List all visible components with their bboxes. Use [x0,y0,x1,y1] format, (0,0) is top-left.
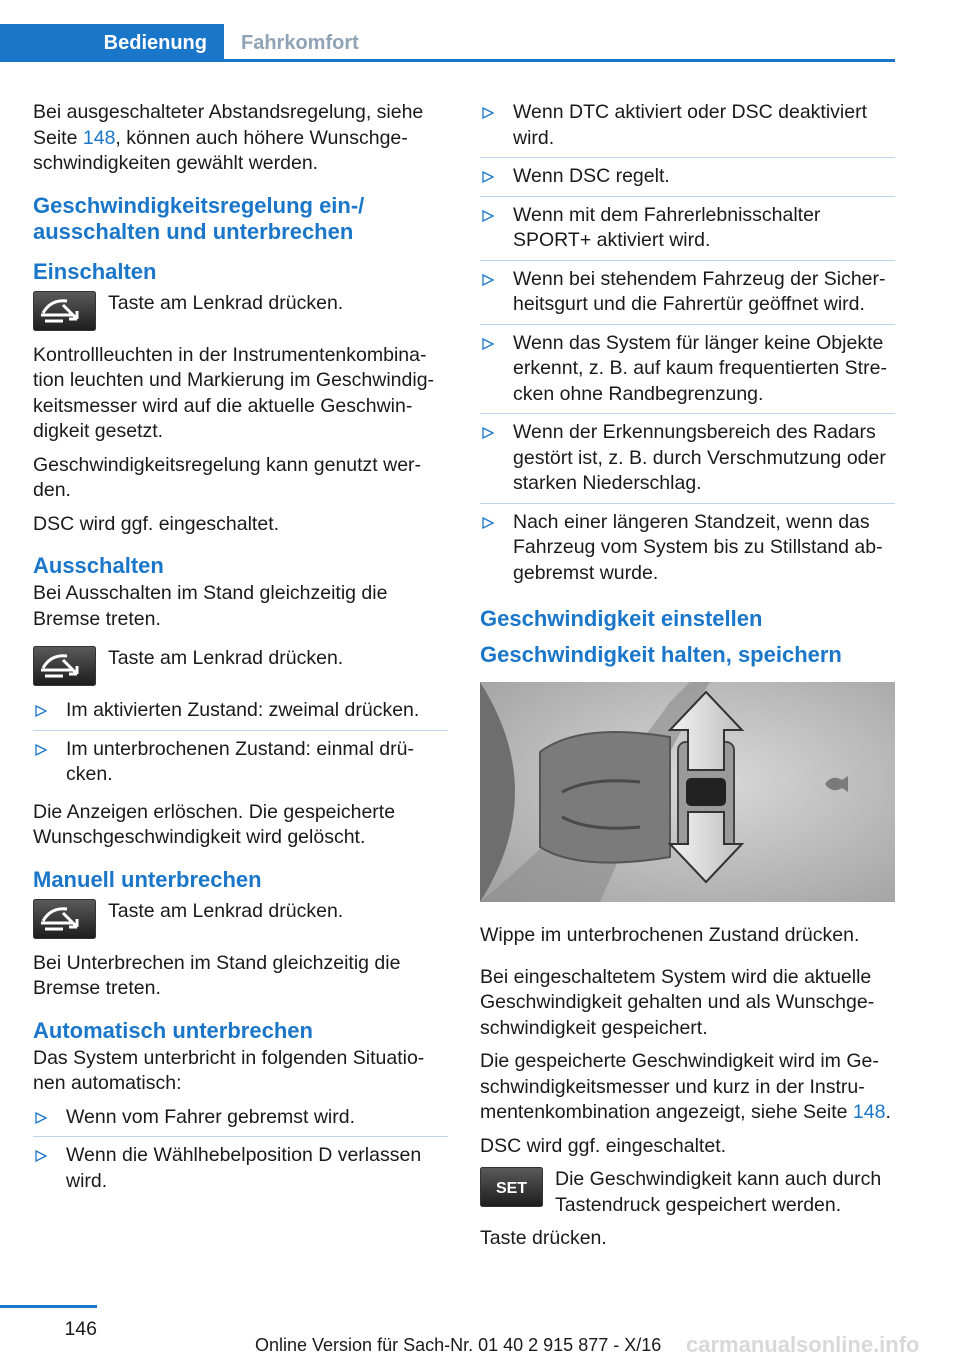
manuell-title: Manuell unterbrechen [33,866,262,892]
manuell-p1: Bei Unterbrechen im Stand gleichzeitig die Bremse treten. [33,951,401,999]
triangle-bullet-icon [35,1150,47,1162]
list-item-text: Nach einer längeren Standzeit, wenn das Fahrzeug vom System bis zu Stillstand abgebremst wurde. [513,510,883,584]
header-tabs [0,24,895,62]
tab-fahrkomfort[interactable]: Fahrkomfort [224,24,404,62]
set-button-row [480,1167,895,1218]
ausschalten-p1: Bei Ausschalten im Stand gleichzeitig die Bremse treten. [33,582,388,630]
triangle-bullet-icon [482,427,494,439]
list-item [480,331,895,415]
header-rule [0,59,895,62]
manuell-button-text: Taste am Lenkrad drücken. [108,899,344,922]
list-item [33,1105,448,1138]
cruise-control-button-icon [33,291,96,331]
situations-list [480,100,895,592]
manuell-button-row [33,899,448,939]
automatisch-p1: Das System unterbricht in folgenden Situationen automatisch: [33,1046,425,1094]
einschalten-button-row [33,291,448,331]
list-item [33,1143,448,1200]
online-version-text: Online Version für Sach-Nr. 01 40 2 915 877 - X/16 [255,1335,662,1355]
automatisch-title: Automatisch unterbrechen [33,1017,313,1043]
automatisch-list [33,1105,448,1201]
list-item-text: Im aktivierten Zustand: zweimal drücken. [66,699,420,721]
list-item-text: Wenn das System für länger keine Objekte erkennt, z. B. auf kaum frequentierten Strecken ohne Randbegrenzung. [513,331,887,405]
triangle-bullet-icon [482,274,494,286]
triangle-bullet-icon [35,1112,47,1124]
triangle-bullet-icon [482,338,494,350]
list-item [480,510,895,593]
watermark: carmanualsonline.info [686,1332,920,1357]
intro-text-b: , können auch höhere Wunschgeschwindigkeiten gewählt werden. [33,126,408,174]
intro-paragraph [33,100,448,177]
einschalten-button-text: Taste am Lenkrad drücken. [108,291,344,314]
list-item [480,203,895,261]
list-item [33,737,448,794]
section-heading: Geschwindigkeitsregelung ein-/ ausschalten und unterbrechen [33,192,365,244]
right-p4: Taste drücken. [480,1227,607,1249]
triangle-bullet-icon [482,171,494,183]
page-link-148[interactable]: 148 [82,126,116,149]
ausschalten-button-text: Taste am Lenkrad drücken. [108,647,344,669]
ausschalten-p2: Die Anzeigen erlöschen. Die gespeicherte Wunschgeschwindigkeit wird gelöscht. [33,800,396,848]
steering-wheel-rocker-photo [480,682,895,902]
einschalten-p3: DSC wird ggf. eingeschaltet. [33,512,280,535]
ausschalten-button-row [33,646,448,686]
einschalten-title: Einschalten [33,258,157,284]
hold-speed-subheading: Geschwindigkeit halten, speichern [480,642,842,667]
list-item-text: Wenn mit dem Fahrerlebnisschalter SPORT+ aktiviert wird. [513,203,821,251]
photo-caption: Wippe im unterbrochenen Zustand drücken. [480,924,860,946]
list-item [33,698,448,731]
page-number: 146 [64,1318,97,1340]
left-column [33,100,448,1206]
cruise-control-button-icon [33,646,96,686]
right-p1: Bei eingeschaltetem System wird die aktuelle Geschwindigkeit gehalten und als Wunschgeschwindigkeit gespeichert. [480,965,875,1039]
list-item-text: Wenn bei stehendem Fahrzeug der Sicherheitsgurt und die Fahrertür geöffnet wird. [513,267,886,315]
right-p2 [480,1049,895,1126]
list-item-text: Wenn der Erkennungsbereich des Radars gestört ist, z. B. durch Verschmutzung oder starken Niederschlag. [513,421,886,494]
einschalten-p1: Kontrollleuchten in der Instrumentenkombination leuchten und Markierung im Geschwindigkeitsmesser wird auf die aktuelle Geschwindigkeit gesetzt. [33,343,435,442]
page-number-rule [0,1305,97,1308]
right-p2-text-a: Die gespeicherte Geschwindigkeit wird im Geschwindigkeitsmesser und kurz in der Instrumentenkombination angezeigt, siehe Seite [480,1050,879,1123]
list-item [480,164,895,197]
cruise-control-button-icon [33,899,96,939]
triangle-bullet-icon [482,210,494,222]
set-button-text: Die Geschwindigkeit kann auch durch Tastendruck gespeichert werden. [555,1168,882,1216]
list-item [480,100,895,158]
right-p2-text-b: . [885,1101,891,1123]
ausschalten-title: Ausschalten [33,553,164,578]
triangle-bullet-icon [35,744,47,756]
list-item-text: Im unterbrochenen Zustand: einmal drücken. [66,737,414,785]
set-button-label: SET [495,1180,528,1197]
triangle-bullet-icon [482,107,494,119]
set-speed-heading: Geschwindigkeit einstellen [480,606,763,631]
list-item [480,420,895,504]
set-button-icon [480,1167,543,1207]
list-item-text: Wenn die Wählhebelposition D verlassen wird. [66,1144,422,1192]
list-item-text: Wenn DTC aktiviert oder DSC deaktiviert wird. [513,101,868,149]
einschalten-p2: Geschwindigkeitsregelung kann genutzt werden. [33,453,422,501]
list-item [480,267,895,325]
ausschalten-list [33,698,448,794]
right-column [480,100,895,1260]
triangle-bullet-icon [35,705,47,717]
list-item-text: Wenn vom Fahrer gebremst wird. [66,1105,355,1128]
triangle-bullet-icon [482,517,494,529]
page-link-148[interactable]: 148 [852,1101,886,1123]
right-p3: DSC wird ggf. eingeschaltet. [480,1134,727,1157]
list-item-text: Wenn DSC regelt. [513,165,670,187]
intro-text-a: Bei ausgeschalteter Abstandsregelung, siehe Seite [33,101,424,149]
tab-bedienung[interactable]: Bedienung [0,24,224,62]
